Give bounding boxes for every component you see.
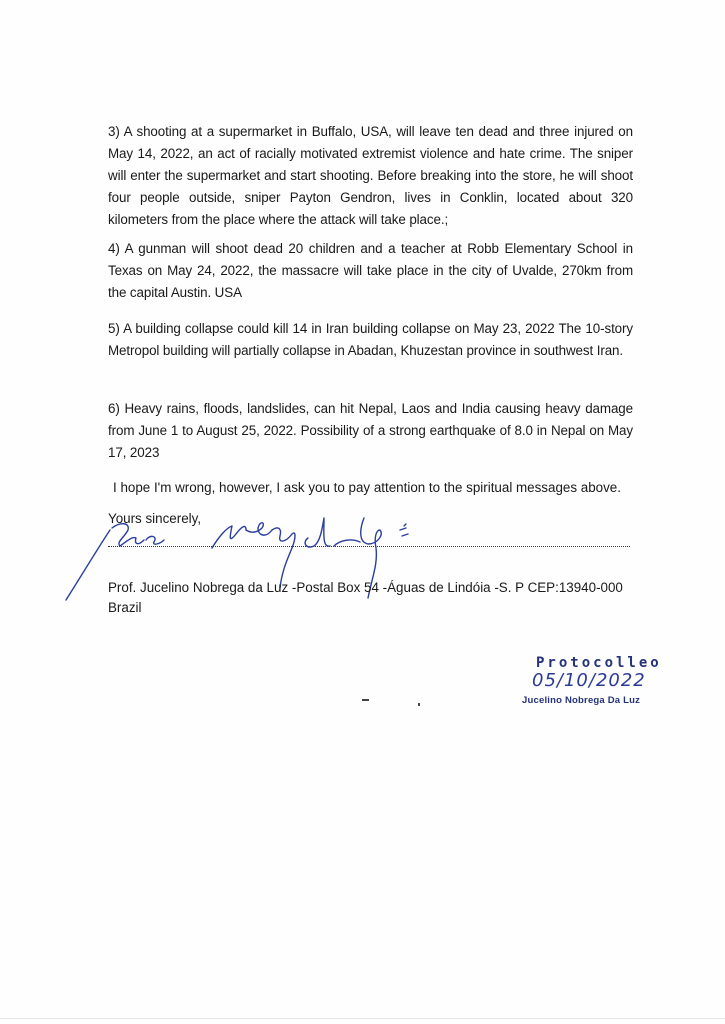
scan-speck xyxy=(418,703,420,706)
stamp-title: Protocolleo xyxy=(536,655,662,671)
paragraph-4: 4) A gunman will shoot dead 20 children and a teacher at Robb Elementary School in Texas on May 24, 2022, the massacre will take place in the city of Uvalde, 270km from the capital Austin. USA xyxy=(108,241,633,300)
scan-speck xyxy=(362,699,369,701)
salutation: Yours sincerely, xyxy=(108,511,202,526)
closing-line: I hope I'm wrong, however, I ask you to pay attention to the spiritual messages above. xyxy=(113,480,621,495)
protocol-stamp xyxy=(520,655,695,715)
stamp-name: Jucelino Nobrega Da Luz xyxy=(522,695,641,706)
paragraph-5: 5) A building collapse could kill 14 in Iran building collapse on May 23, 2022 The 10-story Metropol building will partially collapse in Abadan, Khuzestan province in southwest Iran. xyxy=(108,321,633,358)
stamp-date: 05/10/2022 xyxy=(532,670,646,691)
paragraph-3: 3) A shooting at a supermarket in Buffalo, USA, will leave ten dead and three injured on May 14, 2022, an act of racially motivated extremist violence and hate crime. The sniper will enter the supermarket and start shooting. Before breaking into the store, he will shoot four people outside, sniper Payton Gendron, lives in Conklin, located about 320 kilometers from the place where the attack will take place.; xyxy=(108,124,633,227)
sender-address: Prof. Jucelino Nobrega da Luz -Postal Box 54 -Águas de Lindóia -S. P CEP:13940-000 Brazil xyxy=(108,580,623,615)
paragraph-6: 6) Heavy rains, floods, landslides, can hit Nepal, Laos and India causing heavy damage from June 1 to August 25, 2022. Possibility of a strong earthquake of 8.0 in Nepal on May 17, 2023 xyxy=(108,401,633,460)
page-edge xyxy=(0,1018,725,1019)
